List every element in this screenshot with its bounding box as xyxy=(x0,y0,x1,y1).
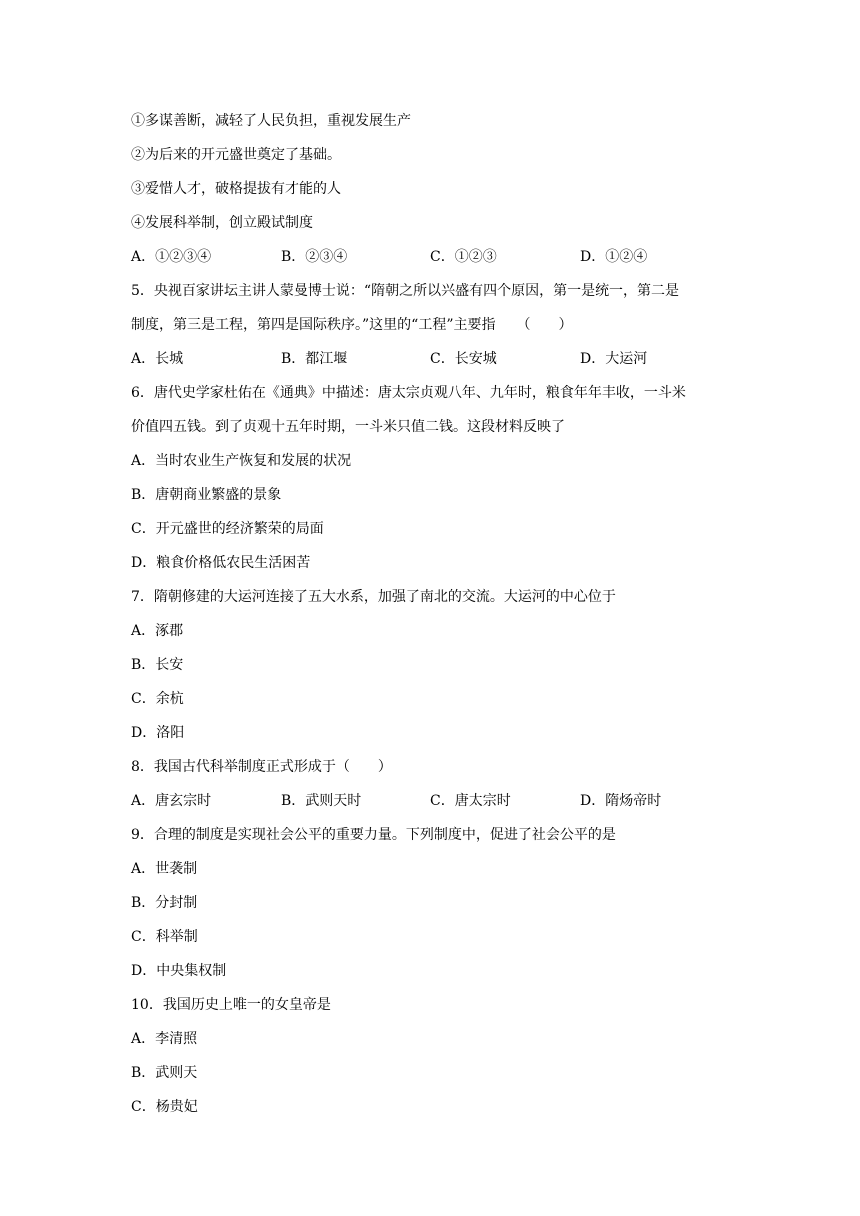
q7-option-d: D．洛阳 xyxy=(131,725,185,741)
q8-option-b: B．武则天时 xyxy=(281,793,362,809)
q4-item-2: ②为后来的开元盛世奠定了基础。 xyxy=(131,147,341,163)
q5-stem-line-2: 制度，第三是工程，第四是国际秩序。”这里的“工程”主要指 （ ） xyxy=(131,317,573,333)
q8-option-d: D．隋炀帝时 xyxy=(580,793,662,809)
q4-option-d: D．①②④ xyxy=(580,249,648,265)
q6-option-b: B．唐朝商业繁盛的景象 xyxy=(131,487,282,503)
q6-stem-line-1: 6．唐代史学家杜佑在《通典》中描述：唐太宗贞观八年、九年时，粮食年年丰收，一斗米 xyxy=(131,385,686,401)
q4-option-a: A．①②③④ xyxy=(131,249,212,265)
q10-stem: 10．我国历史上唯一的女皇帝是 xyxy=(131,997,331,1013)
q9-stem: 9．合理的制度是实现社会公平的重要力量。下列制度中，促进了社会公平的是 xyxy=(131,827,616,843)
q5-option-a: A．长城 xyxy=(131,351,184,367)
q9-option-b: B．分封制 xyxy=(131,895,198,911)
q4-item-3: ③爱惜人才，破格提拔有才能的人 xyxy=(131,181,341,197)
q4-option-c: C．①②③ xyxy=(430,249,497,265)
q9-option-d: D．中央集权制 xyxy=(131,963,227,979)
q5-option-b: B．都江堰 xyxy=(281,351,348,367)
q4-item-4: ④发展科举制，创立殿试制度 xyxy=(131,215,313,231)
q7-option-b: B．长安 xyxy=(131,657,184,673)
q6-option-c: C．开元盛世的经济繁荣的局面 xyxy=(131,521,324,537)
q10-option-c: C．杨贵妃 xyxy=(131,1099,198,1115)
q7-stem: 7．隋朝修建的大运河连接了五大水系，加强了南北的交流。大运河的中心位于 xyxy=(131,589,616,605)
q8-option-c: C．唐太宗时 xyxy=(430,793,511,809)
q5-option-c: C．长安城 xyxy=(430,351,497,367)
q6-option-d: D．粮食价格低农民生活困苦 xyxy=(131,555,311,571)
q7-option-a: A．涿郡 xyxy=(131,623,184,639)
q10-option-a: A．李清照 xyxy=(131,1031,198,1047)
q8-option-a: A．唐玄宗时 xyxy=(131,793,212,809)
q5-stem-line-1: 5．央视百家讲坛主讲人蒙曼博士说：“隋朝之所以兴盛有四个原因，第一是统一，第二是 xyxy=(131,283,680,299)
q5-option-d: D．大运河 xyxy=(580,351,648,367)
q4-option-b: B．②③④ xyxy=(281,249,348,265)
q6-stem-line-2: 价值四五钱。到了贞观十五年时期，一斗米只值二钱。这段材料反映了 xyxy=(131,419,565,435)
q7-option-c: C．余杭 xyxy=(131,691,184,707)
q10-option-b: B．武则天 xyxy=(131,1065,198,1081)
q8-stem: 8．我国古代科举制度正式形成于（ ） xyxy=(131,759,392,775)
q6-option-a: A．当时农业生产恢复和发展的状况 xyxy=(131,453,352,469)
q4-item-1: ①多谋善断，减轻了人民负担，重视发展生产 xyxy=(131,113,411,129)
q9-option-a: A．世袭制 xyxy=(131,861,198,877)
q9-option-c: C．科举制 xyxy=(131,929,198,945)
